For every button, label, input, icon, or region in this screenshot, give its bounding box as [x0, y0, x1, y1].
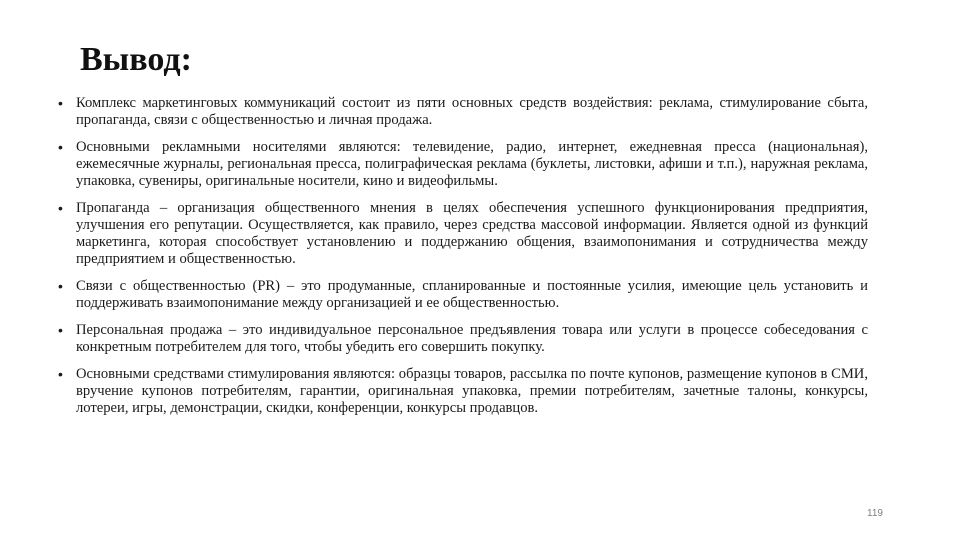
bullet-text: Основными средствами стимулирования являются: образцы товаров, рассылка по почте купонов, размещение купонов в СМИ, вручение купонов потребителям, гарантии, оригинальная упаковка, премии потребителям, зачетные талоны, конкурсы, лотереи, игры, демонстрации, скидки, конференции, конкурсы продавцов. — [76, 366, 868, 416]
page-number: 119 — [867, 508, 883, 519]
bullet-text: Персональная продажа – это индивидуальное персональное предъявления товара или услуги в процессе собеседования с конкретным потребителем для того, чтобы убедить его совершить покупку. — [76, 322, 868, 355]
bullet-text: Комплекс маркетинговых коммуникаций состоит из пяти основных средств воздействия: реклама, стимулирование сбыта, пропаганда, связи с общественностью и личная продажа. — [76, 95, 868, 128]
bullet-text: Связи с общественностью (PR) – это продуманные, спланированные и постоянные усилия, имеющие цель установить и поддерживать взаимопонимание между организацией и ее общественностью. — [76, 278, 868, 311]
bullet-icon: • — [58, 139, 63, 155]
bullet-icon: • — [58, 278, 63, 294]
bullet-item — [58, 278, 868, 312]
bullet-item — [58, 200, 868, 268]
bullet-icon: • — [58, 322, 63, 338]
slide-title: Вывод: — [80, 41, 192, 78]
bullet-icon: • — [58, 200, 63, 216]
bullet-text: Основными рекламными носителями являются: телевидение, радио, интернет, ежедневная пресса (национальная), ежемесячные журналы, региональная пресса, полиграфическая реклама (буклеты, листовки, афиши и т.п.), наружная реклама, упаковка, сувениры, оригинальные носители, кино и видеофильмы. — [76, 139, 868, 189]
bullet-list — [58, 95, 868, 427]
bullet-icon: • — [58, 366, 63, 382]
bullet-text: Пропаганда – организация общественного мнения в целях обеспечения успешного функционирования предприятия, улучшения его репутации. Осуществляется, как правило, через средства массовой информации. Является одной из функций маркетинга, которая способствует установлению и поддержанию общения, взаимопонимания и сотрудничества между предприятием и общественностью. — [76, 200, 868, 267]
bullet-item — [58, 322, 868, 356]
bullet-icon: • — [58, 95, 63, 111]
bullet-item — [58, 139, 868, 190]
bullet-item — [58, 366, 868, 417]
bullet-item — [58, 95, 868, 129]
